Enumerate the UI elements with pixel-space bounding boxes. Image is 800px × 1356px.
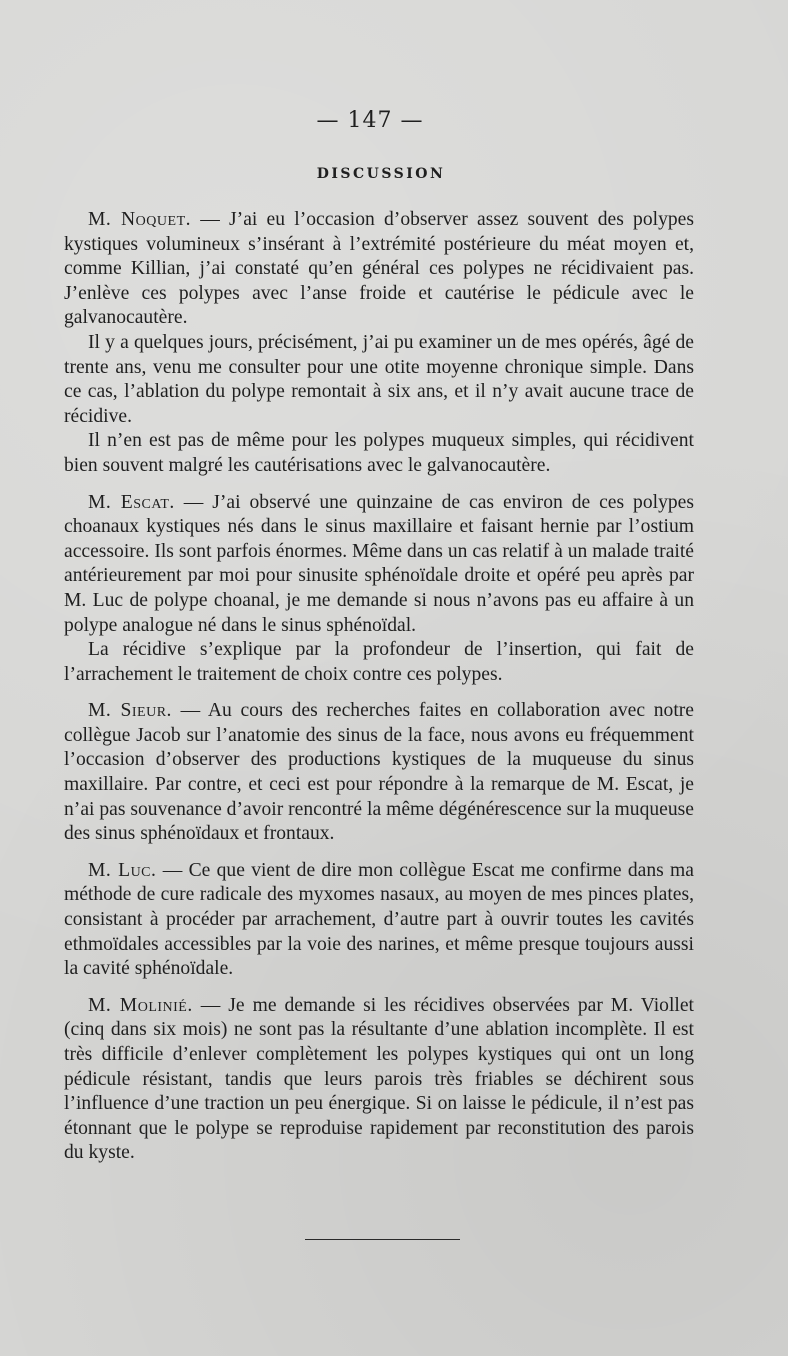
speaker-name: M. Sieur. bbox=[88, 700, 172, 722]
remark-noquet-paragraph-1 bbox=[64, 208, 694, 331]
remark-sieur-paragraph-1 bbox=[64, 699, 694, 847]
remark-escat-paragraph-1 bbox=[64, 491, 694, 639]
paragraph-text: — Au cours des recherches faites en collaboration avec notre collègue Jacob sur l’anatomie des sinus de la face, nous avons eu fréquemment l’occasion d’observer des productions kystiques de la muqueuse du sinus maxillaire. Par contre, et ceci est pour répondre à la remarque de M. Escat, je n’ai pas souvenance d’avoir rencontré la même dégénérescence sur la muqueuse des sinus sphénoïdaux et frontaux. bbox=[64, 700, 694, 845]
paragraph-text: — J’ai eu l’occasion d’observer assez souvent des polypes kystiques volumineux s’insérant à l’extrémité postérieure du méat moyen et, comme Killian, j’ai constaté qu’en général ces polypes ne récidivaient pas. J’enlève ces polypes avec l’anse froide et cautérise le pédicule avec le galvanocautère. bbox=[64, 209, 695, 329]
end-rule bbox=[305, 1239, 460, 1240]
speaker-name: M. Noquet. bbox=[88, 209, 192, 230]
speaker-name: M. Molinié. bbox=[88, 994, 193, 1016]
remark-noquet-paragraph-3: Il n’en est pas de même pour les polypes muqueux simples, qui récidivent bien souvent malgré les cautérisations avec le galvanocautère. bbox=[64, 430, 694, 476]
paragraph-text: — Je me demande si les récidives observées par M. Viollet (cinq dans six mois) ne sont pas la résultante d’une ablation incomplète. Il est très difficile d’enlever complètement les polypes kystiques qui ont un long pédicule résistant, tandis que leurs parois très friables se déchirent sous l’influence d’une traction un peu énergique. Si on laisse le pédicule, il n’est pas étonnant que le polype se reproduise rapidement par reconstitution des parois du kyste. bbox=[64, 994, 694, 1164]
paragraph-text: — Ce que vient de dire mon collègue Escat me confirme dans ma méthode de cure radicale des myxomes nasaux, au moyen de mes pinces plates, consistant à procéder par arrachement, d’autre part à ouvrir toutes les cavités ethmoïdales accessibles par la voie des narines, et même presque toujours aussi la cavité sphénoïdale. bbox=[64, 859, 694, 980]
paragraph-text: — J’ai observé une quinzaine de cas environ de ces polypes choanaux kystiques nés dans le sinus maxillaire et faisant hernie par l’ostium accessoire. Ils sont parfois énormes. Même dans un cas relatif à un malade traité antérieurement par moi pour sinusite sphénoïdale droite et opéré peu après par M. Luc de polype choanal, je me demande si nous n’avons pas eu affaire à un polype analogue né dans le sinus sphénoïdal. bbox=[64, 491, 694, 636]
page-number: — 147 — bbox=[316, 108, 424, 133]
speaker-name: M. Luc. bbox=[88, 859, 157, 881]
section-title: DISCUSSION bbox=[316, 166, 446, 182]
remark-luc-paragraph-1 bbox=[64, 859, 694, 982]
remark-noquet-paragraph-2: Il y a quelques jours, précisément, j’ai pu examiner un de mes opérés, âgé de trente ans, venu me consulter pour une otite moyenne chronique simple. Dans ce cas, l’ablation du polype remontait à six ans, et il n’y avait aucune trace de récidive. bbox=[64, 331, 694, 427]
speaker-name: M. Escat. bbox=[88, 491, 175, 513]
discussion-body bbox=[64, 208, 694, 1166]
remark-molinie-paragraph-1 bbox=[64, 994, 694, 1166]
remark-escat-paragraph-2: La récidive s’explique par la profondeur de l’insertion, qui fait de l’arrachement le traitement de choix contre ces polypes. bbox=[64, 639, 694, 685]
